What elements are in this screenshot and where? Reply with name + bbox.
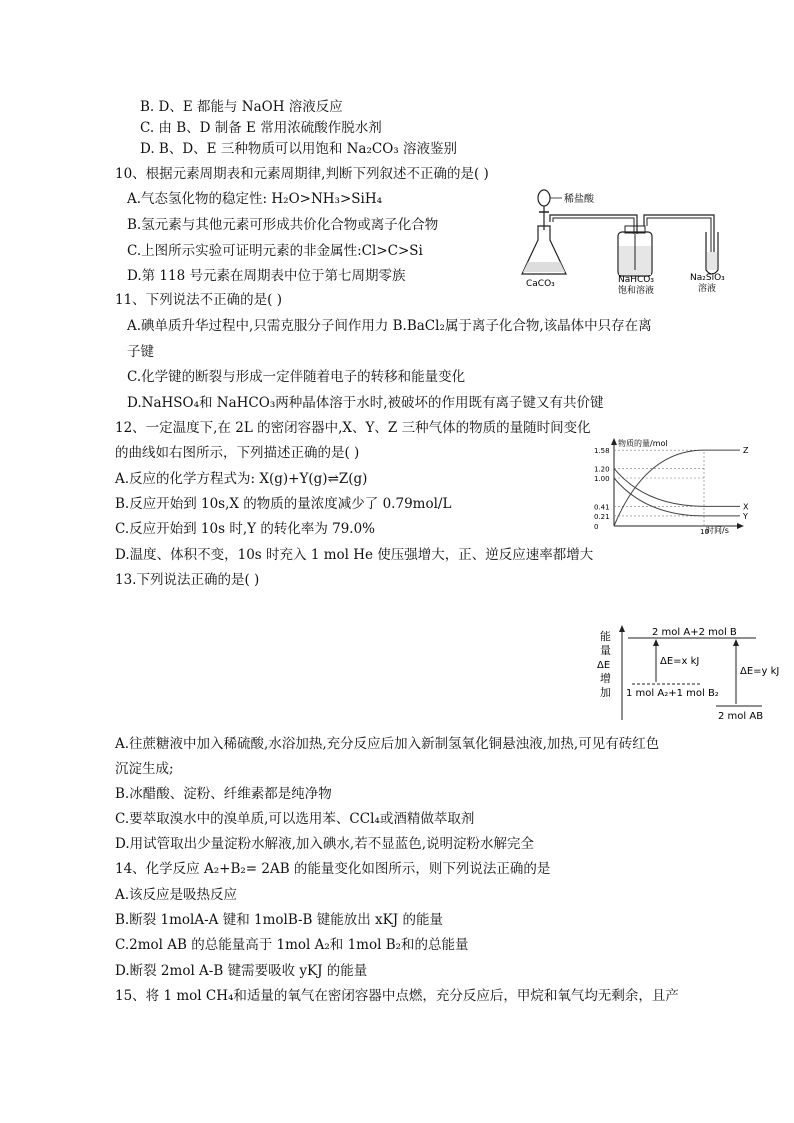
series-line-z bbox=[614, 450, 740, 526]
axis-char-1: 能 bbox=[600, 630, 611, 643]
q12-option-c: C.反应开始到 10s 时,Y 的转化率为 79.0% bbox=[115, 521, 375, 537]
q11-option-d: D.NaHSO₄和 NaHCO₃两种晶体溶于水时,被破坏的作用既有离子键又有共价键 bbox=[127, 395, 604, 411]
q12-stem-line1: 12、一定温度下,在 2L 的密闭容器中,X、Y、Z 三种气体的物质的量随时间变化 bbox=[115, 420, 591, 436]
y-tick-label: 0 bbox=[594, 523, 599, 531]
q10-stem: 10、根据元素周期表和元素周期律,判断下列叙述不正确的是( ) bbox=[115, 166, 489, 182]
tube-label-2: 溶液 bbox=[698, 284, 717, 294]
q11-stem: 11、下列说法不正确的是( ) bbox=[115, 292, 283, 308]
acid-label: 稀盐酸 bbox=[564, 194, 594, 205]
x-tick-label: 10 bbox=[700, 528, 709, 536]
delta-x-label: ΔE=x kJ bbox=[660, 656, 700, 667]
q14-option-b: B.断裂 1molA-A 键和 1molB-B 键能放出 xKJ 的能量 bbox=[115, 912, 443, 928]
q11-option-c: C.化学键的断裂与形成一定伴随着电子的转移和能量变化 bbox=[127, 369, 466, 385]
y-axis-label: 物质的量/mol bbox=[618, 439, 668, 448]
q13-option-c: C.要萃取溴水中的溴单质,可以选用苯、CCl₄或酒精做萃取剂 bbox=[115, 811, 475, 827]
q10-option-a: A.气态氢化物的稳定性: H₂O>NH₃>SiH₄ bbox=[127, 191, 383, 207]
flask-label: CaCO₃ bbox=[526, 279, 555, 289]
q11-option-ab-line2: 子键 bbox=[127, 344, 154, 360]
q10-option-b: B.氢元素与其他元素可形成共价化合物或离子化合物 bbox=[127, 217, 439, 233]
dropping-funnel bbox=[538, 190, 550, 206]
q10-option-d: D.第 118 号元素在周期表中位于第七周期零族 bbox=[127, 268, 406, 284]
bottom-level-label: 2 mol AB bbox=[718, 711, 764, 722]
series-label-z: Z bbox=[743, 446, 749, 456]
y-tick-label: 1.58 bbox=[594, 447, 610, 456]
q13-option-d: D.用试管取出少量淀粉水解液,加入碘水,若不显蓝色,说明淀粉水解完全 bbox=[115, 836, 535, 852]
q9-option-b: B. D、E 都能与 NaOH 溶液反应 bbox=[140, 99, 343, 115]
series-label-x: X bbox=[743, 502, 749, 512]
axis-char-4: 增 bbox=[600, 672, 611, 685]
q9-option-c: C. 由 B、D 制备 E 常用浓硫酸作脱水剂 bbox=[140, 120, 382, 136]
q14-option-c: C.2mol AB 的总能量高于 1mol A₂和 1mol B₂和的总能量 bbox=[115, 937, 469, 953]
q12-option-d: D.温度、体积不变，10s 时充入 1 mol He 使压强增大，正、逆反应速率都增大 bbox=[115, 547, 594, 563]
q9-option-d: D. B、D、E 三种物质可以用饱和 Na₂CO₃ 溶液鉴别 bbox=[140, 141, 457, 157]
top-level-label: 2 mol A+2 mol B bbox=[652, 627, 737, 638]
bottle-label-2: 饱和溶液 bbox=[618, 286, 655, 296]
q12-option-a: A.反应的化学方程式为: X(g)+Y(g)⇌Z(g) bbox=[115, 471, 368, 487]
q14-option-d: D.断裂 2mol A-B 键需要吸收 yKJ 的能量 bbox=[115, 963, 368, 979]
q13-option-a-line1: A.往蔗糖液中加入稀硫酸,水浴加热,充分反应后加入新制氢氧化铜悬浊液,加热,可见有砖红色 bbox=[115, 736, 660, 752]
q15-stem: 15、将 1 mol CH₄和适量的氧气在密闭容器中点燃，充分反应后，甲烷和氧气均无剩余，且产 bbox=[115, 988, 679, 1004]
connecting-tube-2 bbox=[644, 215, 714, 270]
apparatus-figure bbox=[522, 182, 752, 294]
tube-label-1: Na₂SiO₃ bbox=[690, 273, 725, 283]
delta-y-label: ΔE=y kJ bbox=[740, 666, 780, 677]
q13-option-a-line2: 沉淀生成; bbox=[115, 761, 174, 777]
q14-stem: 14、化学反应 A₂+B₂= 2AB 的能量变化如图所示，则下列说法正确的是 bbox=[115, 861, 551, 877]
series-label-y: Y bbox=[743, 511, 748, 521]
moles-vs-time-chart bbox=[592, 436, 757, 534]
axis-char-5: 加 bbox=[600, 686, 611, 699]
energy-diagram bbox=[596, 624, 780, 724]
q12-option-b: B.反应开始到 10s,X 的物质的量浓度减少了 0.79mol/L bbox=[115, 496, 452, 512]
axis-char-2: 量 bbox=[600, 644, 611, 657]
y-tick-label: 0.41 bbox=[594, 503, 610, 512]
y-tick-label: 1.20 bbox=[594, 465, 610, 474]
q10-option-c: C.上图所示实验可证明元素的非金属性:Cl>C>Si bbox=[127, 243, 423, 259]
q12-stem-line2: 的曲线如右图所示，下列描述正确的是( ) bbox=[115, 445, 360, 461]
y-tick-label: 1.00 bbox=[594, 475, 610, 483]
q14-option-a: A.该反应是吸热反应 bbox=[115, 887, 238, 903]
q13-stem: 13.下列说法正确的是( ) bbox=[115, 572, 260, 588]
series-line-x bbox=[614, 468, 740, 506]
q13-option-b: B.冰醋酸、淀粉、纤维素都是纯净物 bbox=[115, 786, 332, 802]
x-axis-label: 时间/s bbox=[706, 526, 729, 535]
axis-char-3: ΔE bbox=[597, 660, 611, 671]
bottle-label-1: NaHCO₃ bbox=[618, 275, 654, 285]
middle-level-label: 1 mol A₂+1 mol B₂ bbox=[626, 688, 719, 699]
q11-option-ab-line1: A.碘单质升华过程中,只需克服分子间作用力 B.BaCl₂属于离子化合物,该晶体中只存在离 bbox=[127, 318, 652, 334]
y-tick-label: 0.21 bbox=[594, 512, 610, 521]
series-line-y bbox=[614, 478, 740, 516]
